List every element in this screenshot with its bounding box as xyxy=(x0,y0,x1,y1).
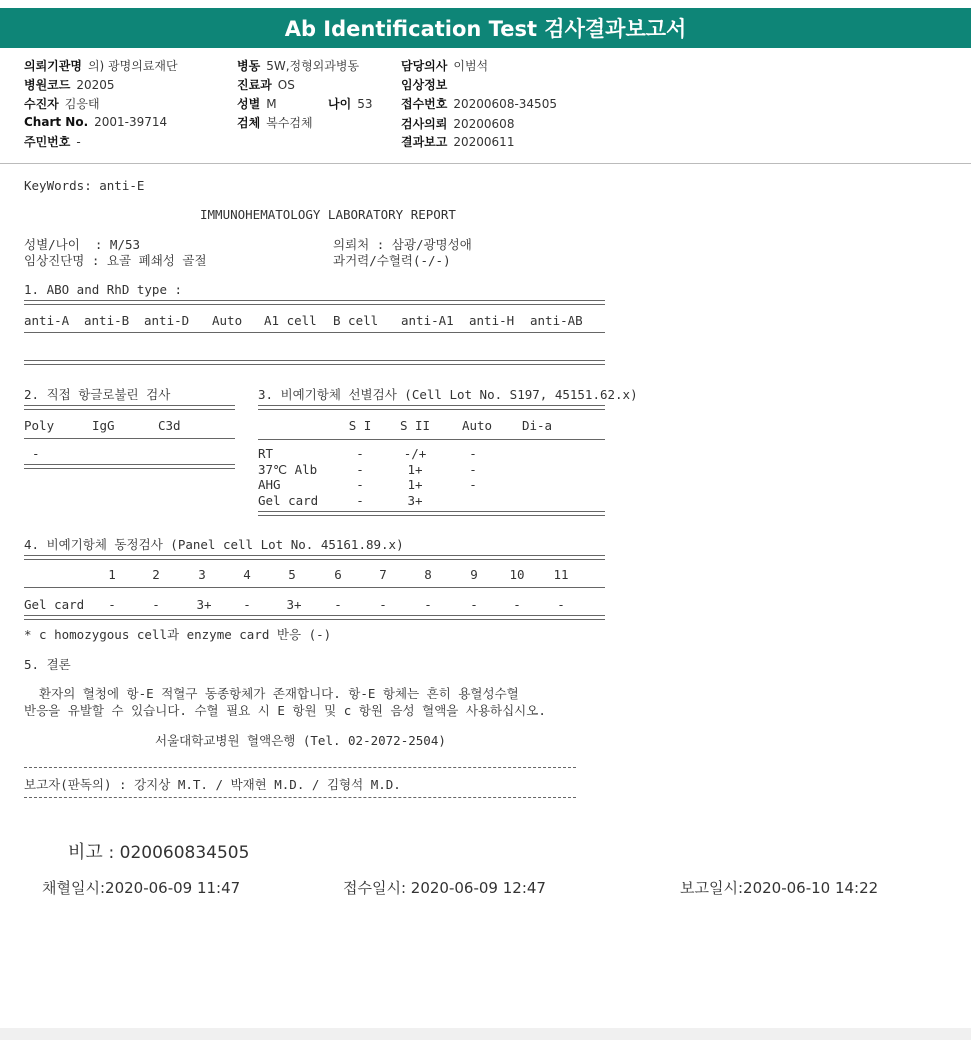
header-field-patient: 수진자 김응태 xyxy=(24,97,100,111)
section-4-title: 4. 비예기항체 동정검사 (Panel cell Lot No. 45161.89.x) xyxy=(24,537,404,552)
diagnosis: 임상진단명 : 요골 폐쇄성 골절 xyxy=(24,253,207,268)
s1-header: A1 cell xyxy=(264,313,317,328)
s4-cell-value: - xyxy=(379,597,387,612)
s4-cell-number: 5 xyxy=(288,567,296,582)
s4-cell-number: 10 xyxy=(509,567,525,582)
s4-cell-value: - xyxy=(334,597,342,612)
divider xyxy=(24,300,605,305)
divider xyxy=(258,511,605,516)
divider xyxy=(258,405,605,410)
s3-header: S I xyxy=(348,418,372,433)
divider xyxy=(24,767,576,768)
s2-header: C3d xyxy=(158,418,181,433)
s1-header: anti-B xyxy=(84,313,130,328)
s4-note: * c homozygous cell과 enzyme card 반응 (-) xyxy=(24,627,332,642)
divider xyxy=(24,615,605,620)
divider xyxy=(24,332,605,333)
header-field-receipt-no: 접수번호 20200608-34505 xyxy=(401,97,557,111)
s2-header: Poly xyxy=(24,418,55,433)
s4-cell-value: 3+ xyxy=(196,597,212,612)
s4-cell-value: - xyxy=(152,597,160,612)
s3-cell: - xyxy=(469,477,477,492)
s4-cell-value: - xyxy=(557,597,565,612)
s4-cell-number: 7 xyxy=(379,567,387,582)
s3-header: Di-a xyxy=(521,418,553,433)
header-field-doctor: 담당의사 이범석 xyxy=(401,59,489,73)
s3-cell: - xyxy=(356,477,364,492)
header-field-ward: 병동 5W,정형외과병동 xyxy=(237,59,360,73)
s1-header: anti-A1 xyxy=(401,313,454,328)
s2-value: - xyxy=(32,446,40,461)
section-5-title: 5. 결론 xyxy=(24,657,71,672)
header-field-resident-no: 주민번호 - xyxy=(24,135,81,149)
divider xyxy=(24,797,576,798)
header-field-specimen: 검체 복수검체 xyxy=(237,116,313,130)
divider xyxy=(24,405,235,410)
section-2-title: 2. 직접 항글로불린 검사 xyxy=(24,387,171,402)
report-time: 보고일시:2020-06-10 14:22 xyxy=(680,879,879,897)
header-field-report-date: 결과보고 20200611 xyxy=(401,135,515,149)
conclusion-line-1: 환자의 혈청에 항-E 적혈구 동종항체가 존재합니다. 항-E 항체는 흔히 용혈성수혈 xyxy=(24,686,519,701)
s3-cell: -/+ xyxy=(403,446,427,461)
s3-phase: Gel card xyxy=(258,493,319,508)
s4-cell-number: 3 xyxy=(198,567,206,582)
s3-phase: AHG xyxy=(258,477,281,492)
divider xyxy=(24,464,235,469)
s1-header: Auto xyxy=(212,313,243,328)
s3-cell: 3+ xyxy=(407,493,423,508)
s2-header: IgG xyxy=(92,418,115,433)
s3-phase: RT xyxy=(258,446,274,461)
s3-cell: - xyxy=(356,446,364,461)
section-1-title: 1. ABO and RhD type : xyxy=(24,282,183,297)
section-3-title: 3. 비예기항체 선별검사 (Cell Lot No. S197, 45151.62.x) xyxy=(258,387,638,402)
receipt-time: 접수일시: 2020-06-09 12:47 xyxy=(343,879,546,897)
header-field-client: 의뢰기관명 의) 광명의료재단 xyxy=(24,59,178,73)
s4-cell-number: 9 xyxy=(470,567,478,582)
client-info: 의뢰처 : 삼광/광명성애 xyxy=(333,237,472,252)
s1-header: anti-AB xyxy=(530,313,583,328)
header-field-request-date: 검사의뢰 20200608 xyxy=(401,117,515,131)
s4-cell-value: - xyxy=(513,597,521,612)
s4-cell-value: - xyxy=(424,597,432,612)
reporter: 보고자(판독의) : 강지상 M.T. / 박재현 M.D. / 김형석 M.D. xyxy=(24,777,401,792)
header-field-clinical-info: 임상정보 xyxy=(401,78,448,92)
s3-cell: - xyxy=(469,462,477,477)
s1-header: anti-D xyxy=(144,313,190,328)
header-field-chart-no: Chart No. 2001-39714 xyxy=(24,115,168,129)
s4-cell-number: 4 xyxy=(243,567,251,582)
remark: 비고 : 020060834505 xyxy=(68,842,250,863)
report-title: Ab Identification Test 검사결과보고서 xyxy=(0,8,971,48)
s4-cell-number: 11 xyxy=(553,567,569,582)
report-header xyxy=(0,48,971,164)
s3-header: Auto xyxy=(461,418,493,433)
s3-phase: 37℃ Alb xyxy=(258,462,318,477)
s4-cell-value: - xyxy=(108,597,116,612)
s3-header: S II xyxy=(399,418,431,433)
collection-time: 채혈일시:2020-06-09 11:47 xyxy=(42,879,241,897)
header-field-department: 진료과 OS xyxy=(237,78,295,92)
s3-cell: - xyxy=(356,493,364,508)
divider xyxy=(258,439,605,440)
lab-report-title: IMMUNOHEMATOLOGY LABORATORY REPORT xyxy=(200,207,456,222)
s1-header: anti-H xyxy=(469,313,515,328)
header-field-age: 나이 53 xyxy=(328,97,373,111)
sex-age: 성별/나이 : M/53 xyxy=(24,237,141,252)
s4-cell-value: - xyxy=(470,597,478,612)
header-field-sex: 성별 M xyxy=(237,97,277,111)
bottom-scroll-area xyxy=(0,1028,971,1040)
history: 과거력/수혈력(-/-) xyxy=(333,253,451,268)
s4-cell-value: 3+ xyxy=(286,597,302,612)
s1-header: B cell xyxy=(333,313,379,328)
s3-cell: 1+ xyxy=(407,477,423,492)
s3-cell: 1+ xyxy=(407,462,423,477)
header-field-hospital-code: 병원코드 20205 xyxy=(24,78,115,92)
divider xyxy=(24,555,605,560)
keywords: KeyWords: anti-E xyxy=(24,178,145,193)
s4-cell-number: 6 xyxy=(334,567,342,582)
s4-row-label: Gel card xyxy=(24,597,85,612)
blood-bank: 서울대학교병원 혈액은행 (Tel. 02-2072-2504) xyxy=(155,733,446,748)
divider xyxy=(24,587,605,588)
s4-cell-number: 2 xyxy=(152,567,160,582)
s3-cell: - xyxy=(356,462,364,477)
s1-header: anti-A xyxy=(24,313,70,328)
conclusion-line-2: 반응을 유발할 수 있습니다. 수혈 필요 시 E 항원 및 c 항원 음성 혈액을 사용하십시오. xyxy=(24,703,546,718)
s4-cell-number: 1 xyxy=(108,567,116,582)
s4-cell-number: 8 xyxy=(424,567,432,582)
s3-cell: - xyxy=(469,446,477,461)
s4-cell-value: - xyxy=(243,597,251,612)
divider xyxy=(24,438,235,439)
divider xyxy=(24,360,605,365)
